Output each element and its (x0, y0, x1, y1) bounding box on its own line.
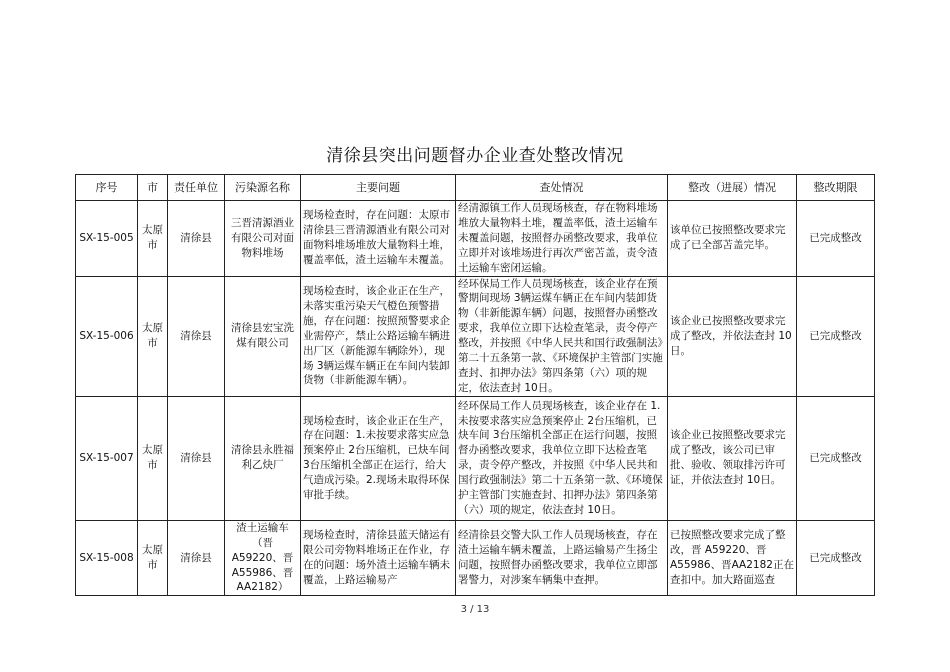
row-unit: 清徐县 (168, 396, 225, 520)
header-no: 序号 (76, 175, 138, 201)
row-handling: 经清徐县交警大队工作人员现场核查，存在渣土运输车辆未覆盖，上路运输易产生扬尘问题，按照督办函整改要求，我单位立即部署警力，对涉案车辆集中查押。 (456, 520, 668, 596)
row-city: 太原市 (138, 276, 168, 396)
header-deadline: 整改期限 (797, 175, 875, 201)
row-deadline: 已完成整改 (797, 520, 875, 596)
row-progress: 该企业已按照整改要求完成了整改，并依法查封 10日。 (668, 276, 797, 396)
table-row (76, 276, 875, 396)
row-city: 太原市 (138, 201, 168, 277)
row-problem: 现场检查时，清徐县蓝天储运有限公司旁物料堆场正在作业，存在的问题：场外渣土运输车辆未覆盖，上路运输易产 (301, 520, 456, 596)
row-problem: 现场检查时，存在问题：太原市清徐县三晋清源酒业有限公司对面物料堆场堆放大量物料土堆，覆盖率低，渣土运输车未覆盖。 (301, 201, 456, 277)
row-no: SX-15-005 (76, 201, 138, 277)
row-handling: 经环保局工作人员现场核查，该企业存在预警期间现场 3辆运煤车辆正在车间内装卸货物（非新能源车辆）问题，按照督办函整改要求，我单位立即下达检查笔录，责令停产整改，并按照《中华人民共和国行政强制法》第二十五条第一款、《环境保护主管部门实施查封、扣押办法》第四条第（六）项的规定，依法查封 10日。 (456, 276, 668, 396)
row-source: 清徐县宏宝洗煤有限公司 (225, 276, 301, 396)
row-progress: 已按照整改要求完成了整改，晋 A59220、晋A55986、晋AA2182正在查扣中。加大路面巡查 (668, 520, 797, 596)
document-title: 清徐县突出问题督办企业查处整改情况 (326, 146, 624, 166)
row-unit: 清徐县 (168, 201, 225, 277)
header-handling: 查处情况 (456, 175, 668, 201)
row-problem: 现场检查时，该企业正在生产，存在问题：1.未按要求落实应急预案停止 2台压缩机，已炔车间 3台压缩机全部正在运行，给大气造成污染。2.现场未取得环保审批手续。 (301, 396, 456, 520)
row-no: SX-15-006 (76, 276, 138, 396)
row-unit: 清徐县 (168, 520, 225, 596)
table-header-row (76, 175, 875, 201)
rectification-table (75, 174, 875, 596)
header-city: 市 (138, 175, 168, 201)
header-unit: 责任单位 (168, 175, 225, 201)
page-indicator: 3 / 13 (460, 604, 490, 615)
row-deadline: 已完成整改 (797, 396, 875, 520)
row-unit: 清徐县 (168, 276, 225, 396)
table-row (76, 396, 875, 520)
row-handling: 经环保局工作人员现场核查，该企业存在 1.未按要求落实应急预案停止 2台压缩机，已炔车间 3台压缩机全部正在运行问题，按照督办函整改要求，我单位立即下达检查笔录，责令停产整改，并按照《中华人民共和国行政强制法》第二十五条第一款、《环境保护主管部门实施查封、扣押办法》第四条第（六）项的规定，依法查封 10日。 (456, 396, 668, 520)
header-problem: 主要问题 (301, 175, 456, 201)
row-no: SX-15-008 (76, 520, 138, 596)
row-deadline: 已完成整改 (797, 276, 875, 396)
row-problem: 现场检查时，该企业正在生产，未落实重污染天气橙色预警措施，存在问题：按照预警要求企业需停产，禁止公路运输车辆进出厂区（新能源车辆除外），现场 3辆运煤车辆正在车间内装卸货物（非新能源车辆）。 (301, 276, 456, 396)
table-row (76, 201, 875, 277)
header-progress: 整改（进展）情况 (668, 175, 797, 201)
table-row (76, 520, 875, 596)
row-source: 三晋清源酒业有限公司对面物料堆场 (225, 201, 301, 277)
row-progress: 该企业已按照整改要求完成了整改，该公司已审批、验收、领取排污许可证，并依法查封 10日。 (668, 396, 797, 520)
header-source: 污染源名称 (225, 175, 301, 201)
row-city: 太原市 (138, 396, 168, 520)
row-city: 太原市 (138, 520, 168, 596)
row-handling: 经清源镇工作人员现场核查，存在物料堆场堆放大量物料土堆，覆盖率低，渣土运输车未覆盖问题，按照督办函整改要求，我单位立即并对该堆场进行再次严密苫盖，责令渣土运输车密闭运输。 (456, 201, 668, 277)
row-progress: 该单位已按照整改要求完成了已全部苫盖完毕。 (668, 201, 797, 277)
row-source: 渣土运输车（晋A59220、晋A55986、晋AA2182） (225, 520, 301, 596)
row-source: 清徐县永胜福利乙炔厂 (225, 396, 301, 520)
row-no: SX-15-007 (76, 396, 138, 520)
row-deadline: 已完成整改 (797, 201, 875, 277)
